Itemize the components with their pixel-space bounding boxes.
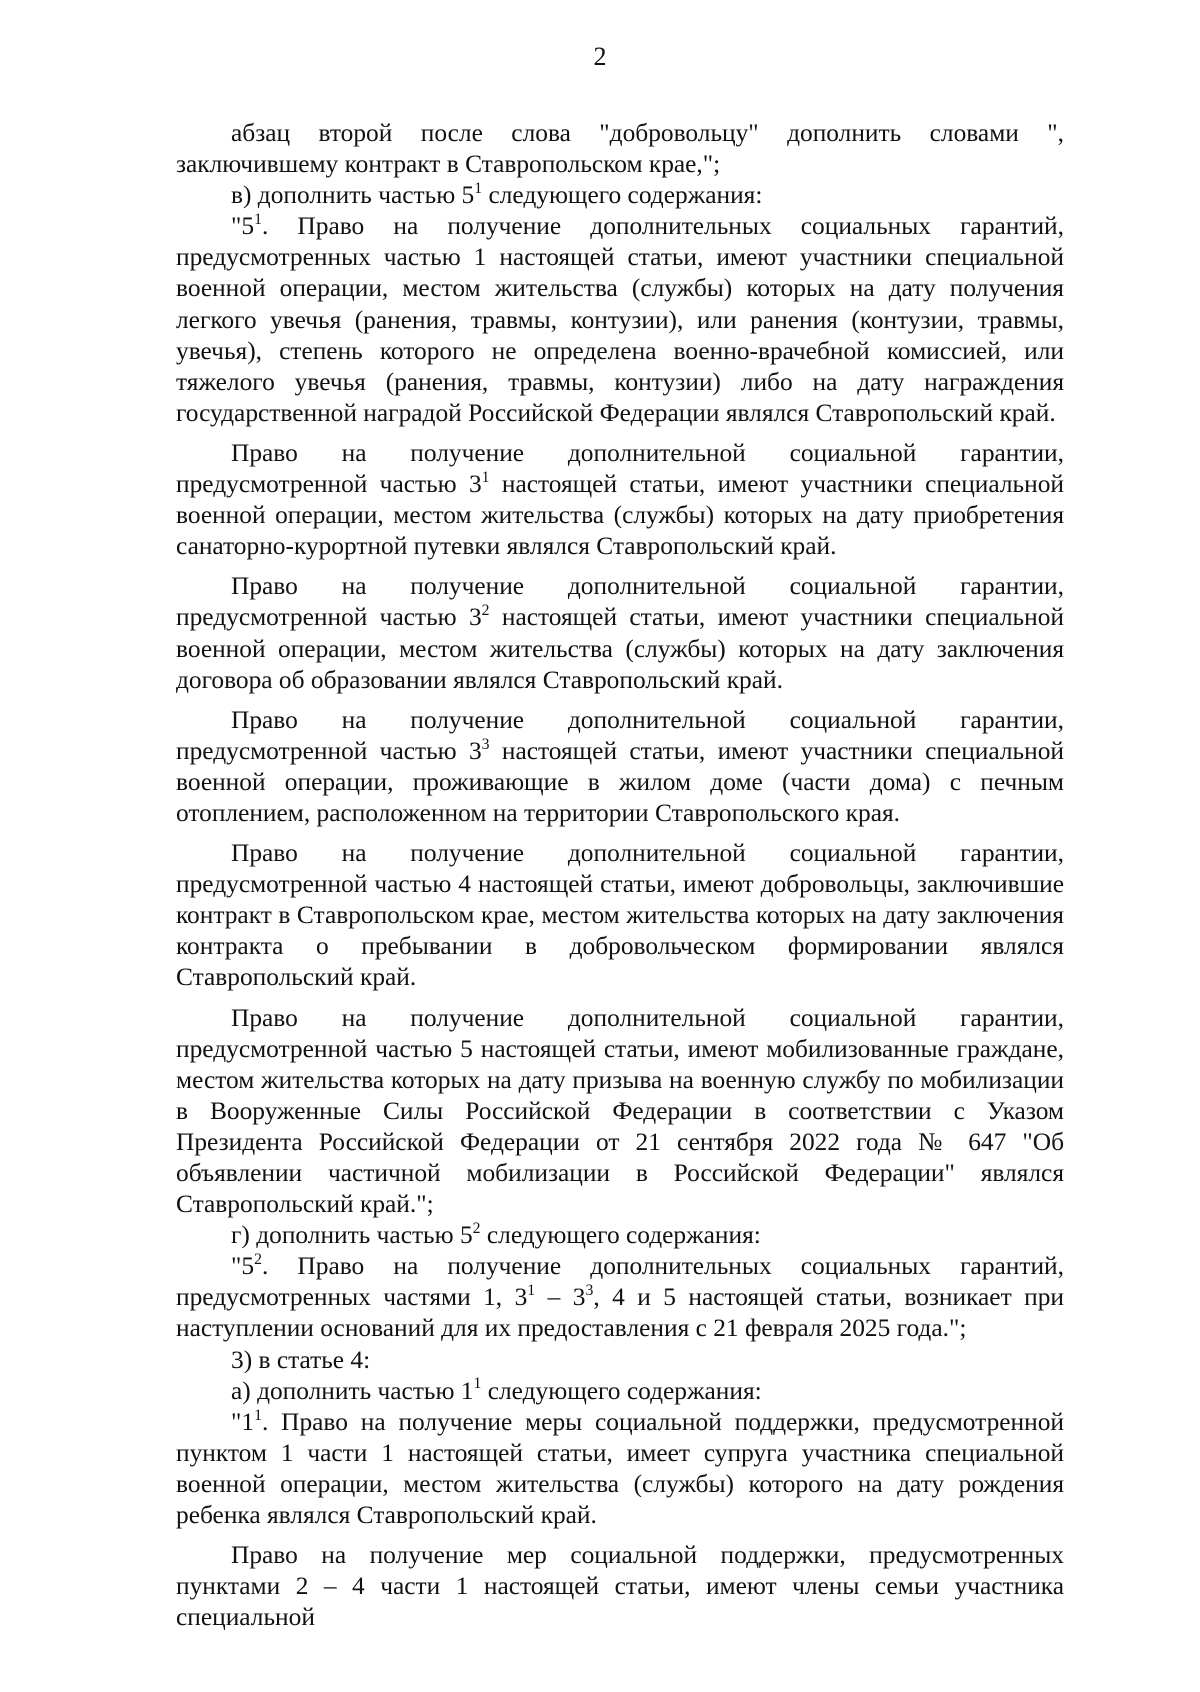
paragraph: "$5^1$. Право на получение дополнительных социальных гарантий, предусмотренных частью 1 настоящей статьи, имеют участники специальной военной операции, местом жительства (службы) которых на дату получения легкого увечья (ранения, травмы, контузии), или ранения (контузии, травмы, увечья), степень которого не определена военно-врачебной комиссией, или тяжелого увечья (ранения, травмы, контузии) либо на дату награждения государственной наградой Российской Федерации являлся Ставропольский край. [176,211,1064,427]
paragraph: а) дополнить частью $1^1$ следующего содержания: [231,1375,762,1405]
paragraph: Право на получение мер социальной поддержки, предусмотренных пунктами 2 – 4 части 1 настоящей статьи, имеют члены семьи участника специальной [176,1541,1064,1632]
paragraph: абзац второй после слова "добровольцу" дополнить словами ", заключившему контракт в Ставропольском крае,"; [176,119,1064,179]
paragraph: Право на получение дополнительной социальной гарантии, предусмотренной частью 4 настоящей статьи, имеют добровольцы, заключившие контракт в Ставропольском крае, местом жительства которых на дату заключения контракта о пребывании в добровольческом формировании являлся Ставропольский край. [176,839,1064,992]
paragraph: "$1^1$. Право на получение меры социальной поддержки, предусмотренной пунктом 1 части 1 настоящей статьи, имеет супруга участника специальной военной операции, местом жительства (службы) которого на дату рождения ребенка являлся Ставропольский край. [176,1406,1064,1530]
paragraph: "$5^2$. Право на получение дополнительных социальных гарантий, предусмотренных частями 1, $3^1 - 3^3$, 4 и 5 настоящей статьи, возникает при наступлении оснований для их предоставления с 21 февраля 2025 года."; [176,1251,1064,1343]
paragraph: 3) в статье 4: [231,1345,371,1374]
document-body [176,118,1064,1633]
page-number: 2 [593,42,607,71]
paragraph: Право на получение дополнительной социальной гарантии, предусмотренной частью $3^2$ настоящей статьи, имеют участники специальной военной операции, местом жительства (службы) которых на дату заключения договора об образовании являлся Ставропольский край. [176,572,1064,694]
paragraph: в) дополнить частью $5^1$ следующего содержания: [231,179,763,210]
paragraph: Право на получение дополнительной социальной гарантии, предусмотренной частью $3^1$ настоящей статьи, имеют участники специальной военной операции, местом жительства (службы) которых на дату приобретения санаторно-курортной путевки являлся Ставропольский край. [176,438,1064,561]
paragraph: Право на получение дополнительной социальной гарантии, предусмотренной частью 5 настоящей статьи, имеют мобилизованные граждане, местом жительства которых на дату призыва на военную службу по мобилизации в Вооруженные Силы Российской Федерации в соответствии с Указом Президента Российской Федерации от 21 сентября 2022 года № 647 "Об объявлении частичной мобилизации в Российской Федерации" являлся Ставропольский край."; [176,1003,1064,1219]
paragraph: г) дополнить частью $5^2$ следующего содержания: [231,1219,761,1250]
paragraph: Право на получение дополнительной социальной гарантии, предусмотренной частью $3^3$ настоящей статьи, имеют участники специальной военной операции, проживающие в жилом доме (части дома) с печным отоплением, расположенном на территории Ставропольского края. [176,705,1064,827]
